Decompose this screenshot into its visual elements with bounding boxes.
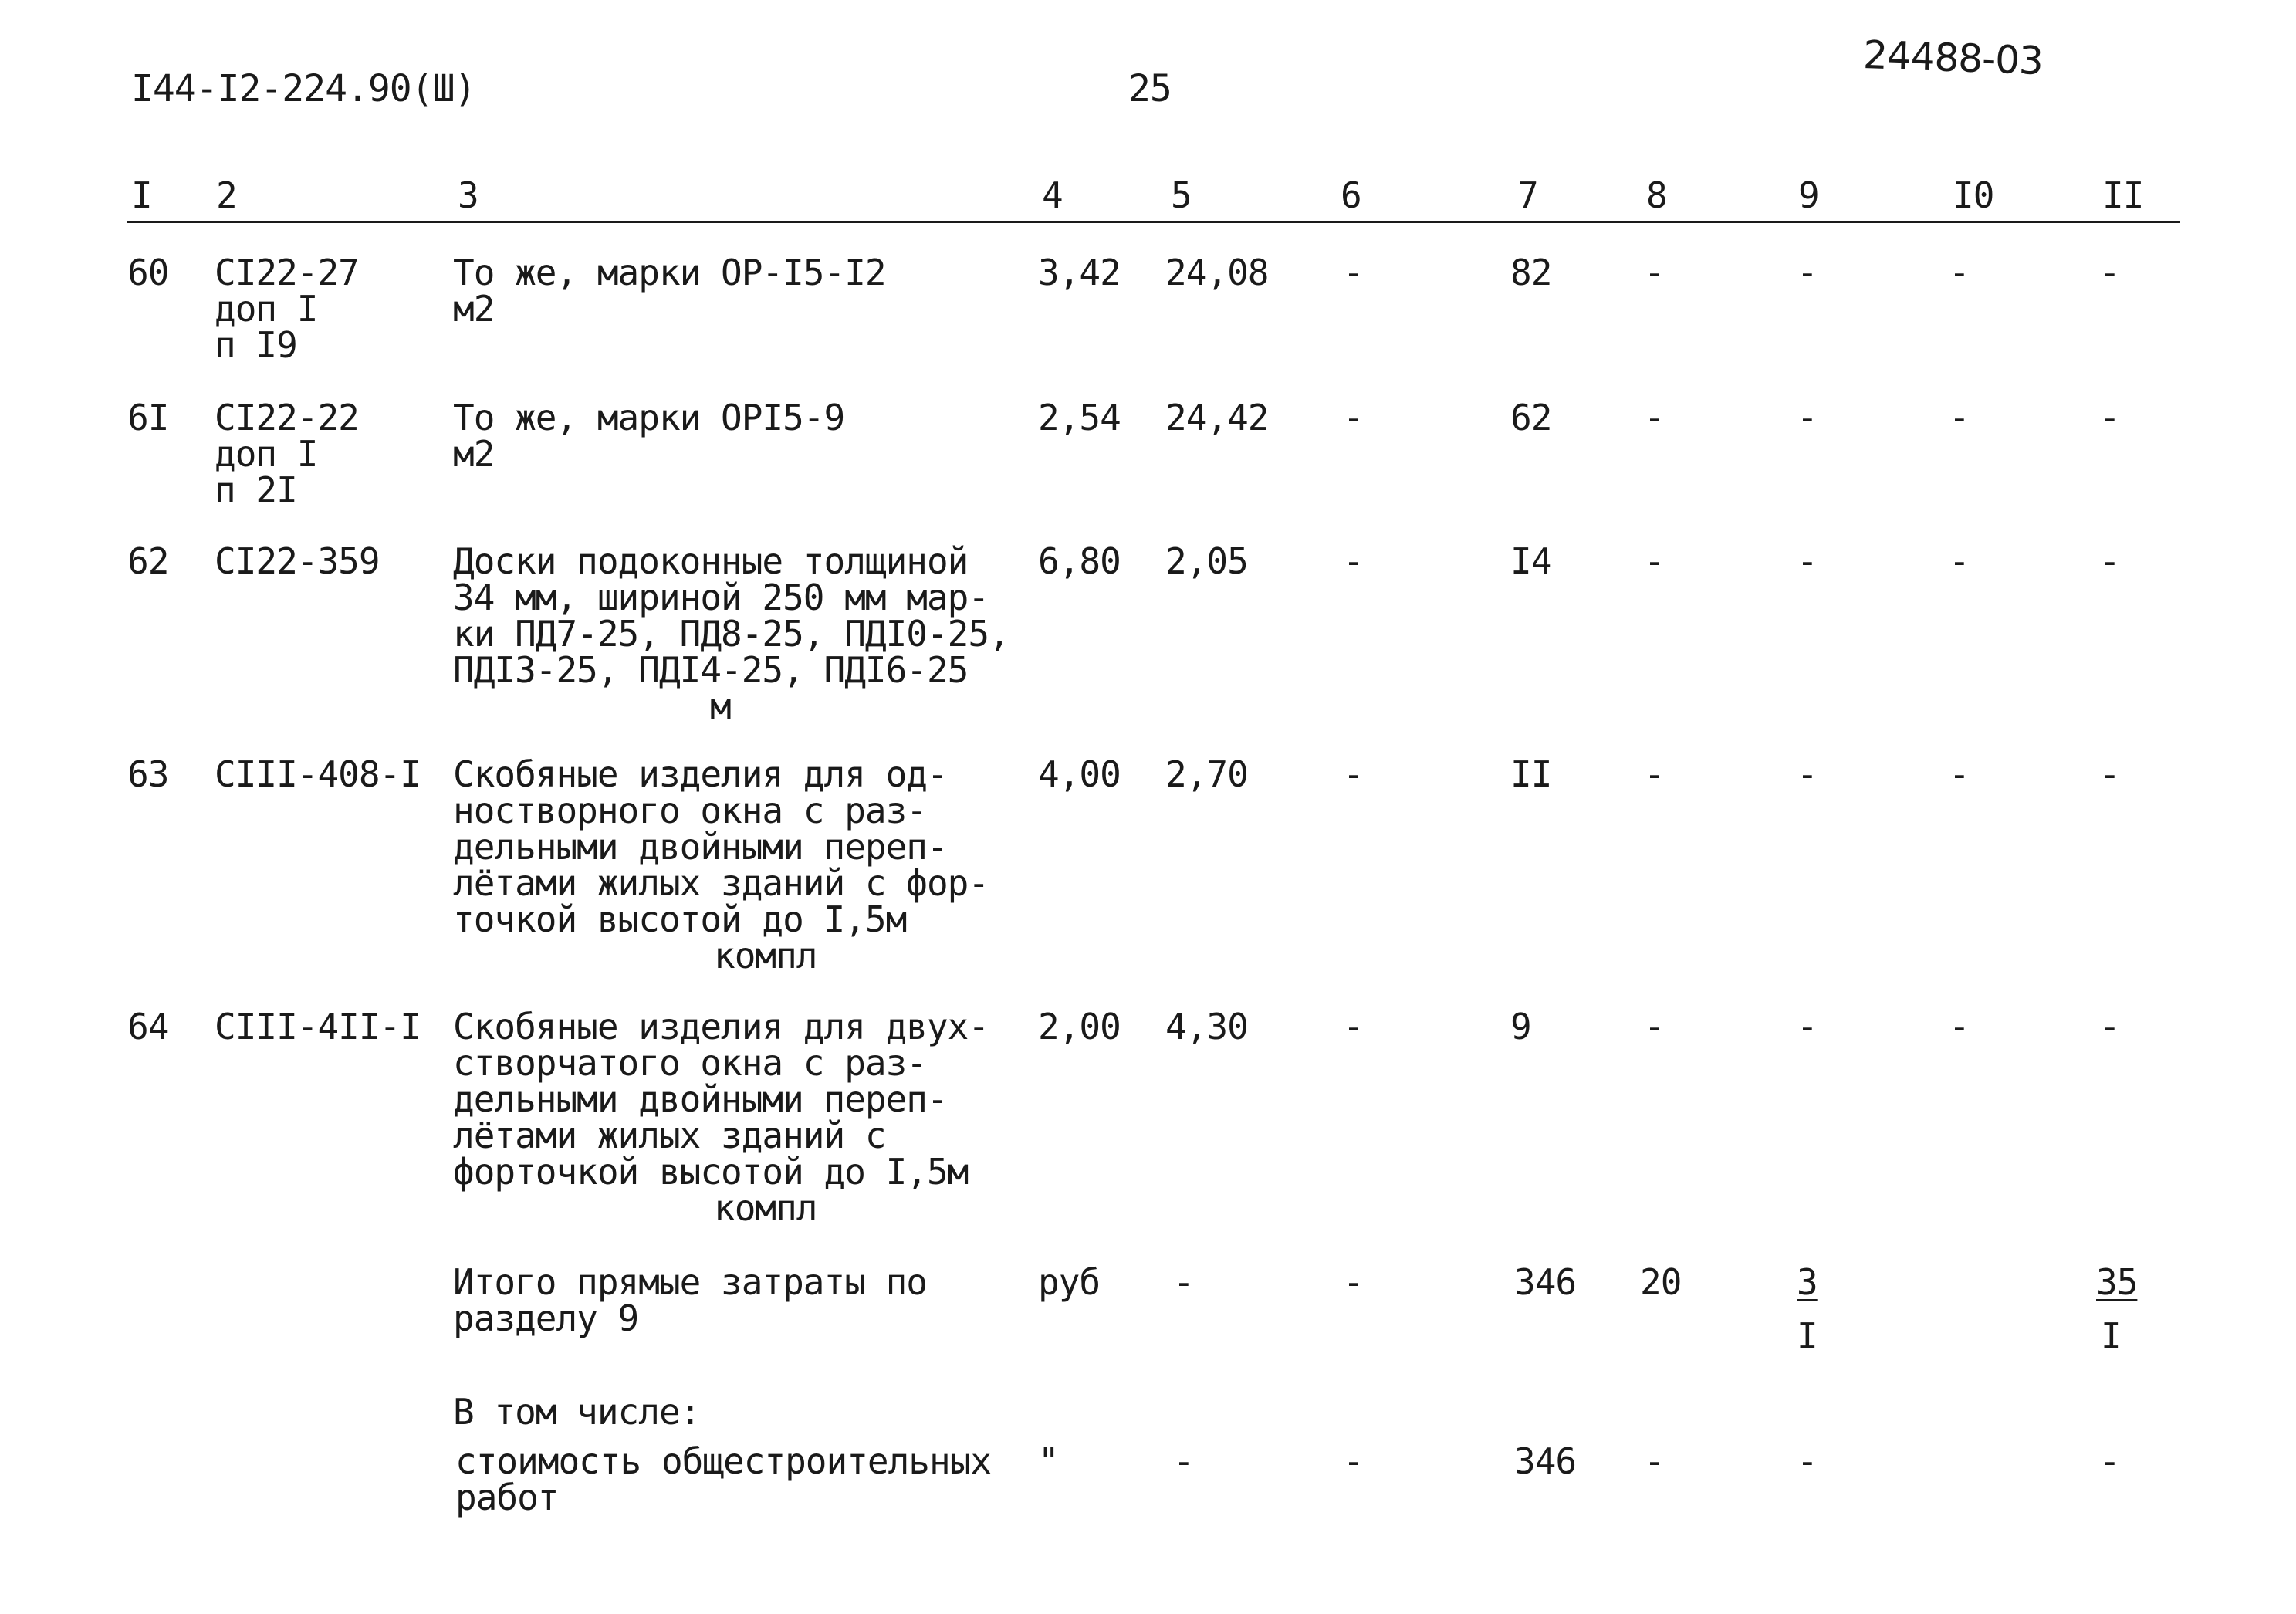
cell-col4: 6,80 — [1038, 540, 1121, 582]
row-code: п I9 — [215, 324, 297, 366]
row-description: То же, марки ОР-I5-I2 — [453, 252, 886, 293]
subtotal-col9: - — [1797, 1440, 1818, 1482]
cell-col10: - — [1949, 1006, 1970, 1047]
row-code: CI22-359 — [215, 540, 380, 582]
total-col6: - — [1343, 1261, 1364, 1303]
total-description: разделу 9 — [453, 1298, 639, 1339]
cell-col7: 62 — [1510, 397, 1552, 438]
cell-col8: - — [1644, 397, 1665, 438]
row-description: Скобяные изделия для двух- — [453, 1006, 989, 1047]
row-description: лётами жилых зданий с фор- — [453, 862, 989, 904]
column-header: 2 — [216, 174, 237, 216]
cell-col5: 2,70 — [1165, 753, 1248, 795]
cell-col4: 2,54 — [1038, 397, 1121, 438]
cell-col9: - — [1797, 397, 1818, 438]
row-description: ки ПД7-25, ПД8-25, ПДI0-25, — [453, 613, 1009, 655]
row-description: м2 — [453, 433, 495, 475]
row-description: створчатого окна с раз- — [453, 1042, 927, 1084]
subtotal-col6: - — [1343, 1440, 1364, 1482]
cell-col11: - — [2099, 1006, 2120, 1047]
row-code: CI22-22 — [215, 397, 359, 438]
page-number: 25 — [1128, 67, 1172, 110]
column-header: I0 — [1953, 174, 1994, 216]
row-number: 62 — [127, 540, 169, 582]
total-col7: 346 — [1514, 1261, 1577, 1303]
cell-col11: - — [2099, 252, 2120, 293]
row-description: ПДI3-25, ПДI4-25, ПДI6-25 — [453, 649, 969, 691]
subtotal-description: работ — [455, 1477, 559, 1518]
cell-col9: - — [1797, 753, 1818, 795]
subtotal-col8: - — [1644, 1440, 1665, 1482]
cell-col7: I4 — [1510, 540, 1552, 582]
total-col11-numerator: 35 — [2096, 1261, 2138, 1303]
column-header: 8 — [1646, 174, 1667, 216]
handwritten-number: 24488-03 — [1862, 32, 2044, 84]
row-unit: компл — [714, 935, 817, 976]
row-code: CIII-4II-I — [215, 1006, 421, 1047]
cell-col4: 2,00 — [1038, 1006, 1121, 1047]
row-code: п 2I — [215, 469, 297, 511]
column-header: 7 — [1517, 174, 1538, 216]
column-header: 5 — [1171, 174, 1192, 216]
cell-col7: 9 — [1510, 1006, 1531, 1047]
cell-col8: - — [1644, 753, 1665, 795]
cell-col9: - — [1797, 252, 1818, 293]
cell-col6: - — [1343, 753, 1364, 795]
column-header: 6 — [1341, 174, 1361, 216]
cell-col10: - — [1949, 397, 1970, 438]
cell-col8: - — [1644, 252, 1665, 293]
row-number: 63 — [127, 753, 169, 795]
total-col9-numerator: 3 — [1797, 1261, 1818, 1303]
column-header: I — [131, 174, 152, 216]
cell-col11: - — [2099, 753, 2120, 795]
row-description: Скобяные изделия для од- — [453, 753, 948, 795]
subtotal-description: стоимость общестроительных — [455, 1440, 992, 1482]
row-number: 64 — [127, 1006, 169, 1047]
cell-col5: 2,05 — [1165, 540, 1248, 582]
column-header: 3 — [458, 174, 478, 216]
subtotal-col7: 346 — [1514, 1440, 1577, 1482]
row-description: дельными двойными переп- — [453, 1078, 948, 1120]
row-code: доп I — [215, 288, 318, 330]
document-code: I44-I2-224.90(Ш) — [131, 67, 476, 110]
row-description: точкой высотой до I,5м — [453, 898, 907, 940]
cell-col7: 82 — [1510, 252, 1552, 293]
cell-col6: - — [1343, 1006, 1364, 1047]
row-description: лётами жилых зданий с — [453, 1115, 886, 1156]
cell-col4: 4,00 — [1038, 753, 1121, 795]
cell-col9: - — [1797, 1006, 1818, 1047]
row-description: ностворного окна с раз- — [453, 790, 927, 831]
cell-col9: - — [1797, 540, 1818, 582]
cell-col11: - — [2099, 540, 2120, 582]
total-col11-denominator: I — [2101, 1315, 2122, 1357]
cell-col10: - — [1949, 753, 1970, 795]
row-unit: компл — [714, 1187, 817, 1229]
cell-col10: - — [1949, 252, 1970, 293]
subtotal-col5: - — [1173, 1440, 1194, 1482]
row-number: 60 — [127, 252, 169, 293]
row-code: доп I — [215, 433, 318, 475]
cell-col8: - — [1644, 540, 1665, 582]
cell-col8: - — [1644, 1006, 1665, 1047]
row-description: 34 мм, шириной 250 мм мар- — [453, 577, 989, 618]
row-unit: м — [710, 685, 731, 727]
row-description: То же, марки ОРI5-9 — [453, 397, 845, 438]
total-unit: руб — [1038, 1261, 1101, 1303]
subtotal-col11: - — [2099, 1440, 2120, 1482]
cell-col5: 4,30 — [1165, 1006, 1248, 1047]
total-col8: 20 — [1640, 1261, 1682, 1303]
row-code: CIII-408-I — [215, 753, 421, 795]
cell-col5: 24,42 — [1165, 397, 1269, 438]
row-description: дельными двойными переп- — [453, 826, 948, 868]
cell-col6: - — [1343, 540, 1364, 582]
header-rule — [127, 221, 2180, 223]
cell-col11: - — [2099, 397, 2120, 438]
cell-col6: - — [1343, 252, 1364, 293]
cell-col7: II — [1510, 753, 1552, 795]
column-header: II — [2102, 174, 2144, 216]
cell-col6: - — [1343, 397, 1364, 438]
row-description: м2 — [453, 288, 495, 330]
subtotal-unit: " — [1038, 1440, 1059, 1482]
row-description: Доски подоконные толщиной — [453, 540, 969, 582]
total-description: Итого прямые затраты по — [453, 1261, 927, 1303]
cell-col10: - — [1949, 540, 1970, 582]
row-description: форточкой высотой до I,5м — [453, 1151, 969, 1193]
column-header: 4 — [1042, 174, 1063, 216]
total-col5: - — [1173, 1261, 1194, 1303]
cell-col5: 24,08 — [1165, 252, 1269, 293]
including-label: В том числе: — [453, 1391, 701, 1433]
row-code: CI22-27 — [215, 252, 359, 293]
total-col9-denominator: I — [1797, 1315, 1818, 1357]
column-header: 9 — [1798, 174, 1819, 216]
row-number: 6I — [127, 397, 169, 438]
cell-col4: 3,42 — [1038, 252, 1121, 293]
